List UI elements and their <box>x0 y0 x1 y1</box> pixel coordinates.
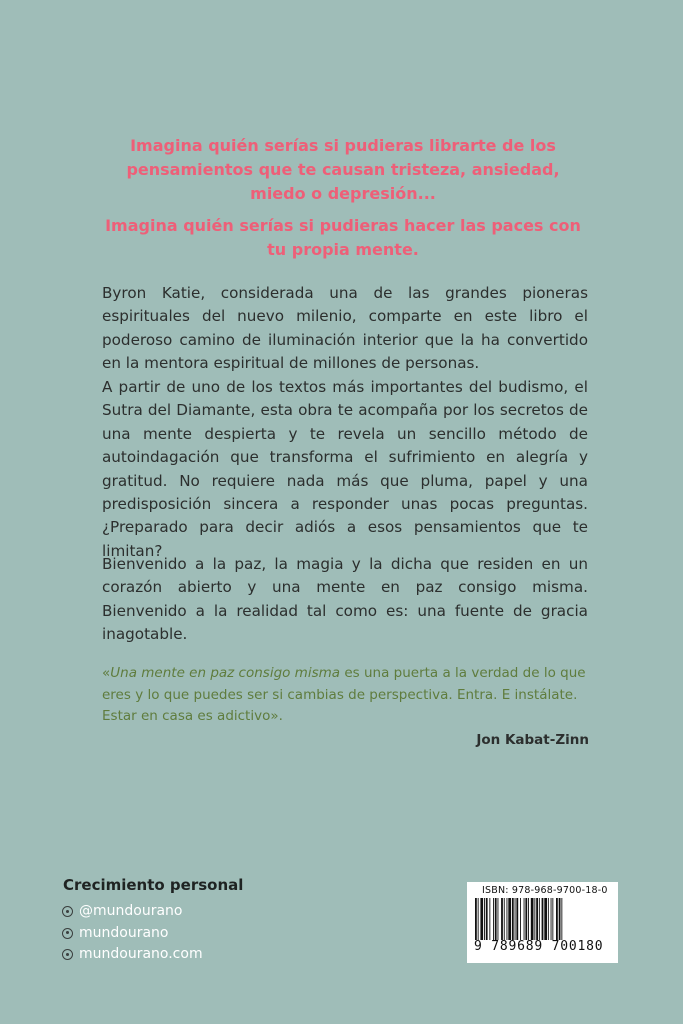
quote-book-title: Una mente en paz consigo misma <box>110 665 341 681</box>
barcode-bar <box>528 898 529 940</box>
social-web[interactable] <box>62 944 203 966</box>
barcode-bar <box>507 898 508 940</box>
website-url: mundourano.com <box>79 946 203 962</box>
blurb-quote <box>102 663 592 728</box>
barcode-bar <box>544 898 547 940</box>
barcode-bar <box>495 898 497 940</box>
barcode-bar <box>534 898 535 940</box>
barcode-bar <box>508 898 511 940</box>
barcode-bar <box>536 898 538 940</box>
barcode <box>474 898 611 940</box>
facebook-icon <box>62 928 73 939</box>
barcode-bar <box>493 898 494 940</box>
social-facebook[interactable] <box>62 923 203 945</box>
barcode-bar <box>556 898 558 940</box>
isbn-label: ISBN: 978-968-9700-18-0 <box>482 885 608 896</box>
barcode-bar <box>475 898 477 940</box>
barcode-bar <box>531 898 534 940</box>
barcode-bar <box>516 898 518 940</box>
isbn-digits: 9 789689 700180 <box>474 939 604 954</box>
headline-1: Imagina quién serías si pudieras librarte de los pensamientos que te causan tristeza, ansiedad, miedo o depresión... <box>126 136 560 203</box>
barcode-bar <box>525 898 527 940</box>
barcode-bar <box>480 898 483 940</box>
facebook-handle: mundourano <box>79 924 169 941</box>
headline-2: Imagina quién serías si pudieras hacer las paces con tu propia mente. <box>105 216 581 259</box>
barcode-bar <box>552 898 553 940</box>
barcode-bar <box>489 898 490 940</box>
barcode-bar <box>501 898 503 940</box>
barcode-bar <box>561 898 562 940</box>
barcode-bar <box>486 898 488 940</box>
quote-open-mark: « <box>102 665 111 681</box>
barcode-bar <box>548 898 549 940</box>
category-label: Crecimiento personal <box>63 876 244 894</box>
quote-text: es una puerta a la verdad de lo que eres y lo que puedes ser si cambias de perspectiva. Entra. E instálate. Estar en casa es adictivo». <box>102 665 586 724</box>
barcode-bar <box>515 898 516 940</box>
barcode-bar <box>542 898 544 940</box>
barcode-bar <box>559 898 561 940</box>
barcode-bar <box>498 898 499 940</box>
barcode-bar <box>551 898 552 940</box>
paragraph-2: A partir de uno de los textos más importantes del budismo, el Sutra del Diamante, esta obra te acompaña por los secretos de una mente despierta y te revela un sencillo método de autoindagación que transforma el sufrimiento en alegría y gratitud. No requiere nada más que pluma, papel y una predisposición sincera a responder unas pocas preguntas. ¿Preparado para decir adiós a esos pensamientos que te limitan? <box>102 378 588 560</box>
paragraph-3: Bienvenido a la paz, la magia y la dicha que residen en un corazón abierto y una mente en paz consigo misma. Bienvenido a la realidad tal como es: una fuente de gracia inagotable. <box>102 555 588 644</box>
barcode-bar <box>478 898 479 940</box>
paragraph-1: Byron Katie, considerada una de las grandes pioneras espirituales del nuevo milenio, comparte en este libro el poderoso camino de iluminación interior que la ha convertido en la mentora espiritual de millones de personas. <box>102 284 588 373</box>
social-instagram[interactable] <box>62 901 203 923</box>
barcode-bar <box>484 898 485 940</box>
social-links <box>62 901 203 966</box>
barcode-bar <box>512 898 514 940</box>
barcode-box <box>467 882 618 963</box>
web-icon <box>62 949 73 960</box>
barcode-bar <box>539 898 540 940</box>
quote-author: Jon Kabat-Zinn <box>476 732 589 748</box>
instagram-icon <box>62 906 73 917</box>
barcode-bar <box>520 898 521 940</box>
barcode-bar <box>504 898 505 940</box>
barcode-bar <box>524 898 525 940</box>
instagram-handle: @mundourano <box>79 903 183 919</box>
